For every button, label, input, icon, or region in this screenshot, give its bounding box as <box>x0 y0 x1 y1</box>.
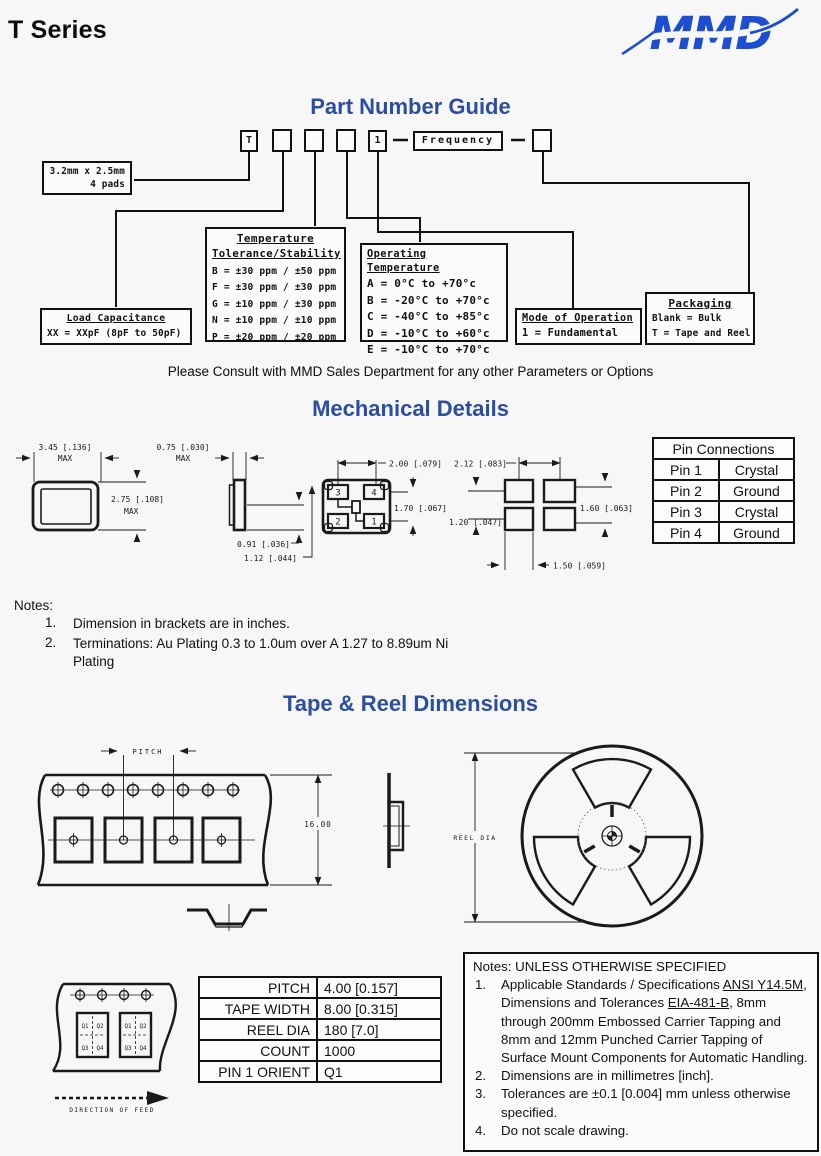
op-temp-row: C = -40°C to +85°c <box>367 310 490 323</box>
svg-text:4: 4 <box>371 488 377 499</box>
reel-drawing <box>446 746 702 926</box>
packaging-title: Packaging <box>668 297 732 310</box>
table-row: Pin 4 Ground <box>653 522 794 543</box>
table-row: Pin 3 Crystal <box>653 501 794 522</box>
spec-notes-title: Notes: UNLESS OTHERWISE SPECIFIED <box>473 959 727 974</box>
land-pattern-drawing <box>449 457 633 571</box>
packaging-row: Blank = Bulk <box>652 313 722 324</box>
table-row: PITCH 4.00 [0.157] <box>199 977 441 998</box>
note-item: 2. Terminations: Au Plating 0.3 to 1.0um over A 1.27 to 8.89um Ni Plating <box>45 635 449 669</box>
mode-of-operation-box <box>515 308 642 345</box>
svg-text:MAX: MAX <box>124 507 139 516</box>
svg-text:Q2: Q2 <box>139 1024 147 1030</box>
code-box-op-temp <box>336 129 356 152</box>
load-capacitance-title: Load Capacitance <box>66 313 166 324</box>
pad-numbering-drawing <box>323 460 447 537</box>
notes-label: Notes: <box>14 598 54 613</box>
svg-text:Q4: Q4 <box>96 1046 104 1052</box>
svg-text:1.50 [.059]: 1.50 [.059] <box>553 561 606 571</box>
svg-text:0.75 [.030]: 0.75 [.030] <box>156 443 210 452</box>
op-temp-row: B = -20°C to +70°c <box>367 293 490 307</box>
mode-row: 1 = Fundamental <box>522 327 618 339</box>
temp-row: B = ±30 ppm / ±50 ppm <box>212 266 337 277</box>
svg-text:0.91 [.036]: 0.91 [.036] <box>237 540 290 549</box>
code-box-series: T <box>240 130 258 152</box>
svg-text:1.20 [.047]: 1.20 [.047] <box>449 518 502 527</box>
quadrant-tape-drawing <box>53 984 176 1071</box>
op-temp-row: E = -10°C to +70°c <box>367 343 490 356</box>
size-line1: 3.2mm x 2.5mm <box>49 166 125 177</box>
pin-connections-table <box>652 437 795 544</box>
package-top-view-drawing <box>16 443 164 541</box>
table-row: TAPE WIDTH 8.00 [0.315] <box>199 998 441 1019</box>
carrier-tape-drawing <box>38 748 333 885</box>
temp-row: P = ±20 ppm / ±20 ppm <box>212 331 337 343</box>
svg-text:1.70 [.067]: 1.70 [.067] <box>394 504 447 513</box>
mechanical-notes <box>14 598 448 671</box>
svg-text:Q1: Q1 <box>81 1024 89 1030</box>
part-number-guide-title: Part Number Guide <box>310 94 511 119</box>
mechanical-details-title: Mechanical Details <box>312 396 509 421</box>
svg-text:2.12 [.083]: 2.12 [.083] <box>454 459 507 469</box>
direction-of-feed <box>55 1091 169 1114</box>
temperature-tolerance-box <box>205 227 346 342</box>
svg-text:Q3: Q3 <box>124 1046 132 1052</box>
svg-text:1.12 [.044]: 1.12 [.044] <box>244 554 297 563</box>
mmd-logo <box>620 6 800 64</box>
consult-note: Please Consult with MMD Sales Department for any other Parameters or Options <box>167 364 654 379</box>
tape-reel-title: Tape & Reel Dimensions <box>282 691 539 716</box>
frequency-box: Frequency <box>413 131 503 151</box>
table-row: REEL DIA 180 [7.0] <box>199 1019 441 1040</box>
mode-title: Mode of Operation <box>522 313 634 324</box>
table-row: PIN 1 ORIENT Q1 <box>199 1061 441 1082</box>
pin-table-title: Pin Connections <box>653 438 794 459</box>
svg-text:3: 3 <box>335 488 341 499</box>
svg-text:3.45 [.136]: 3.45 [.136] <box>38 443 92 452</box>
svg-text:Q4: Q4 <box>139 1046 147 1052</box>
note-item: 1. Dimension in brackets are in inches. <box>45 615 290 631</box>
load-capacitance-box <box>40 308 192 345</box>
temperature-title-1: Temperature <box>236 232 315 245</box>
code-box-load-cap <box>272 129 292 152</box>
packaging-box <box>645 292 755 345</box>
load-capacitance-row: XX = XXpF (8pF to 50pF) <box>47 328 182 339</box>
temp-row: N = ±10 ppm / ±10 ppm <box>212 315 337 327</box>
pitch-label: PITCH <box>132 748 164 756</box>
spec-note-item: 2. Dimensions are in millimetres [inch]. <box>475 1068 714 1084</box>
svg-text:2: 2 <box>335 517 341 528</box>
tape-reel-spec-table <box>198 976 442 1083</box>
table-row: Pin 1 Crystal <box>653 459 794 480</box>
svg-text:MAX: MAX <box>57 454 73 463</box>
svg-text:2.00 [.079]: 2.00 [.079] <box>389 459 442 469</box>
code-box-tolerance <box>304 129 324 152</box>
pocket-profile-drawing <box>187 904 267 931</box>
op-temp-row: A = 0°C to +70°c <box>367 277 477 290</box>
spec-note-item: 3. Tolerances are ±0.1 [0.004] mm unless otherwise specified. <box>475 1086 791 1120</box>
tape-width-dim: 16.00 <box>304 820 332 829</box>
specification-notes-box <box>463 952 819 1152</box>
svg-text:1: 1 <box>371 517 377 528</box>
code-box-mode: 1 <box>368 130 387 152</box>
temperature-title-2: Tolerance/Stability <box>212 248 341 260</box>
table-row: COUNT 1000 <box>199 1040 441 1061</box>
reel-dia-label: REEL DIA <box>453 834 497 842</box>
temp-row: F = ±30 ppm / ±30 ppm <box>212 282 337 294</box>
tape-side-profile-drawing <box>383 773 410 868</box>
operating-temperature-box <box>360 243 508 356</box>
svg-text:Q1: Q1 <box>124 1024 132 1030</box>
spec-note-item: 1. Applicable Standards / Specifications ANSI Y14.5M, Dimensions and Tolerances EIA-481-B, 8mm through 200mm Embossed Carrier Tapping and 8mm and 12mm Punched Carrier Tapping of Surface Mount Components for Automatic Handling. <box>475 977 808 1066</box>
packaging-row: T = Tape and Reel <box>652 328 751 339</box>
svg-text:Q2: Q2 <box>96 1024 104 1030</box>
operating-temperature-title: Operating Temperature <box>367 248 440 274</box>
spec-note-item: 4. Do not scale drawing. <box>475 1122 629 1138</box>
size-line2: 4 pads <box>90 179 125 190</box>
temp-row: G = ±10 ppm / ±30 ppm <box>212 298 337 310</box>
code-box-packaging <box>532 129 552 152</box>
size-box <box>42 161 132 195</box>
direction-of-feed-label: DIRECTION OF FEED <box>69 1107 155 1114</box>
op-temp-row: D = -10°C to +60°c <box>367 326 490 340</box>
svg-text:MAX: MAX <box>175 454 191 463</box>
logo-text: MMD <box>649 7 771 60</box>
svg-text:Q3: Q3 <box>81 1046 89 1052</box>
table-row: Pin 2 Ground <box>653 480 794 501</box>
package-side-view-drawing <box>157 443 312 563</box>
svg-text:2.75 [.108]: 2.75 [.108] <box>111 495 164 504</box>
page-title: T Series <box>8 16 107 44</box>
svg-text:1.60 [.063]: 1.60 [.063] <box>580 504 633 513</box>
